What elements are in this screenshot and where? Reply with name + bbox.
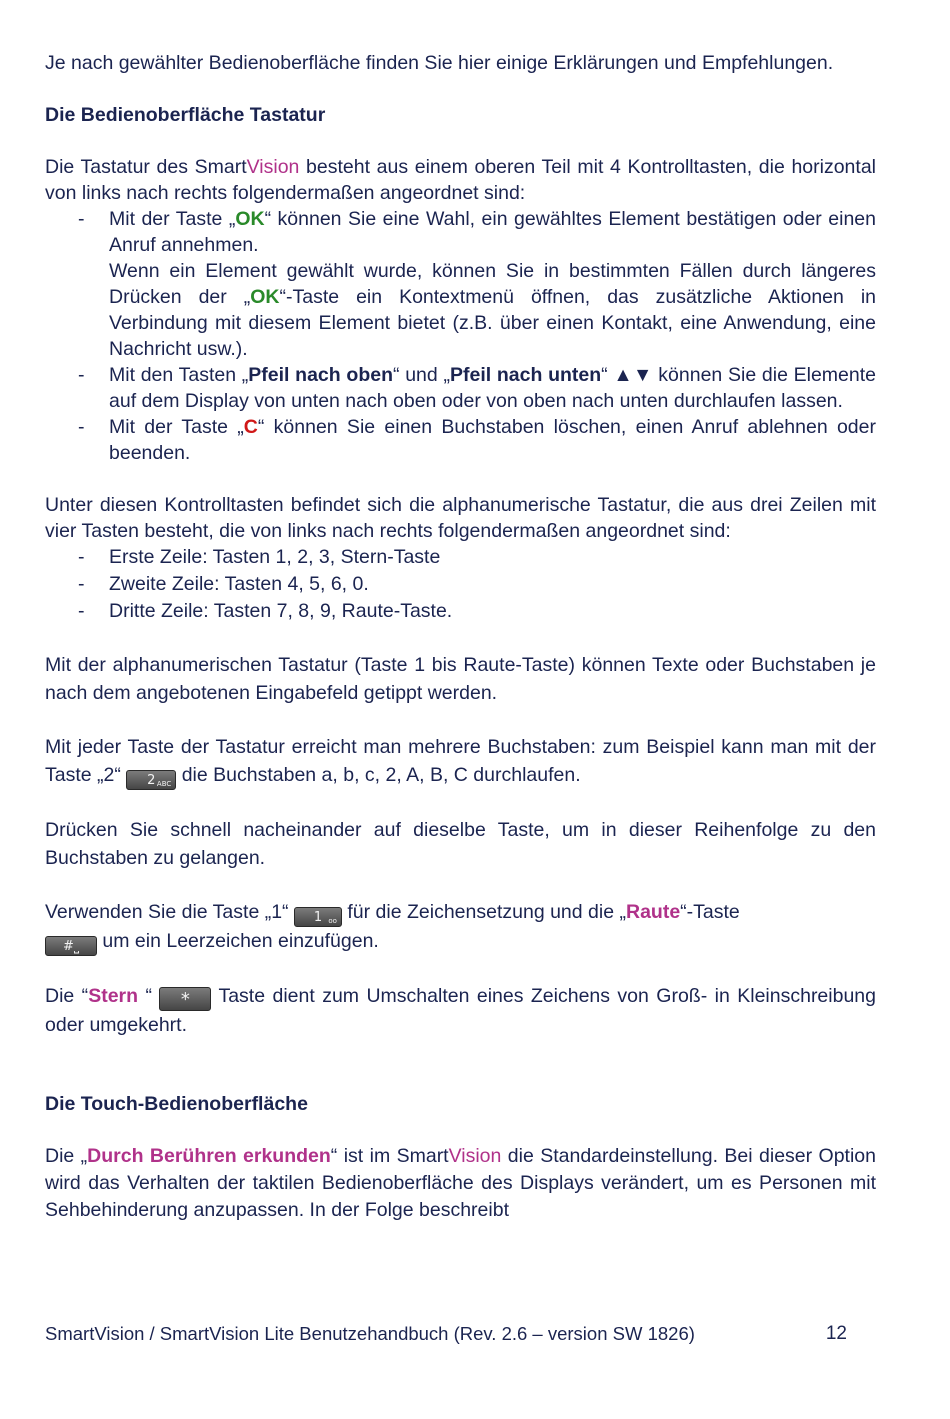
paragraph-punctuation: Verwenden Sie die Taste „1“ 1 oo für die Zeichensetzung und die „Raute“-Taste #⎵ um ein Leerzeichen einzufügen. [45,901,740,954]
section-heading-touch: Die Touch-Bedienoberfläche [45,1093,308,1115]
list-item-ok-key: - Mit der Taste „OK“ können Sie eine Wahl, ein gewähltes Element bestätigen oder einen Anruf annehmen. Wenn ein Element gewählt wurde, können Sie in bestimmten Fällen durch längeres Drücken der „OK“-Taste ein Kontextmenü öffnen, das zusätzliche Aktionen in Verbindung mit diesem Element bietet (z.B. über einen Kontakt, eine Anwendung, eine Nachricht usw.). [45,206,876,362]
list-item-c-key: - Mit der Taste „C“ können Sie einen Buchstaben löschen, einen Anruf ablehnen oder beenden. [45,414,876,466]
key-1-icon: 1 oo [294,907,342,927]
key-2-icon: 2 ABC [126,770,176,790]
paragraph-alphanumeric: Unter diesen Kontrolltasten befindet sich die alphanumerische Tastatur, die aus drei Zeilen mit vier Tasten besteht, die von links nach rechts folgendermaßen angeordnet sind: [45,494,876,542]
list-item-row-2: - Zweite Zeile: Tasten 4, 5, 6, 0. [45,571,876,598]
key-star-icon: * [159,987,211,1011]
list-item-row-3: - Dritte Zeile: Tasten 7, 8, 9, Raute-Taste. [45,598,876,625]
document-page [45,50,876,1224]
list-item-row-1: - Erste Zeile: Tasten 1, 2, 3, Stern-Taste [45,544,876,571]
paragraph-star-key: Die “Stern “ * Taste dient zum Umschalten eines Zeichens von Groß- in Kleinschreibung oder umgekehrt. [45,985,876,1036]
control-keys-list [45,206,876,466]
page-number: 12 [825,1323,847,1344]
key-hash-icon: #⎵ [45,936,97,956]
paragraph-typing: Mit der alphanumerischen Tastatur (Taste 1 bis Raute-Taste) können Texte oder Buchstaben je nach dem angebotenen Eingabefeld getippt werden. [45,654,876,704]
footer-text: SmartVision / SmartVision Lite Benutzehandbuch (Rev. 2.6 – version SW 1826) [45,1323,695,1344]
keyboard-rows-list [45,544,876,625]
section-heading-tastatur: Die Bedienoberfläche Tastatur [45,104,326,126]
paragraph-touch-explore: Die „Durch Berühren erkunden“ ist im SmartVision die Standardeinstellung. Bei dieser Option wird das Verhalten der taktilen Bedienoberfläche des Displays verändert, um es Personen mit Sehbehinderung anzupassen. In der Folge beschreibt [45,1145,876,1221]
intro-paragraph: Je nach gewählter Bedienoberfläche finden Sie hier einige Erklärungen und Empfehlungen. [45,52,834,74]
page-footer [45,1322,865,1346]
list-item-arrow-keys: - Mit den Tasten „Pfeil nach oben“ und „Pfeil nach unten“ ▲▼ können Sie die Elemente auf dem Display von unten nach oben oder von oben nach unten durchlaufen lassen. [45,362,876,414]
paragraph-repeat-press: Drücken Sie schnell nacheinander auf dieselbe Taste, um in dieser Reihenfolge zu den Buchstaben zu gelangen. [45,819,876,869]
paragraph-control-keys: Die Tastatur des SmartVision besteht aus einem oberen Teil mit 4 Kontrolltasten, die horizontal von links nach rechts folgendermaßen angeordnet sind: [45,156,876,204]
paragraph-multi-letters: Mit jeder Taste der Tastatur erreicht man mehrere Buchstaben: zum Beispiel kann man mit der Taste „2“ 2 ABC die Buchstaben a, b, c, 2, A, B, C durchlaufen. [45,736,876,788]
